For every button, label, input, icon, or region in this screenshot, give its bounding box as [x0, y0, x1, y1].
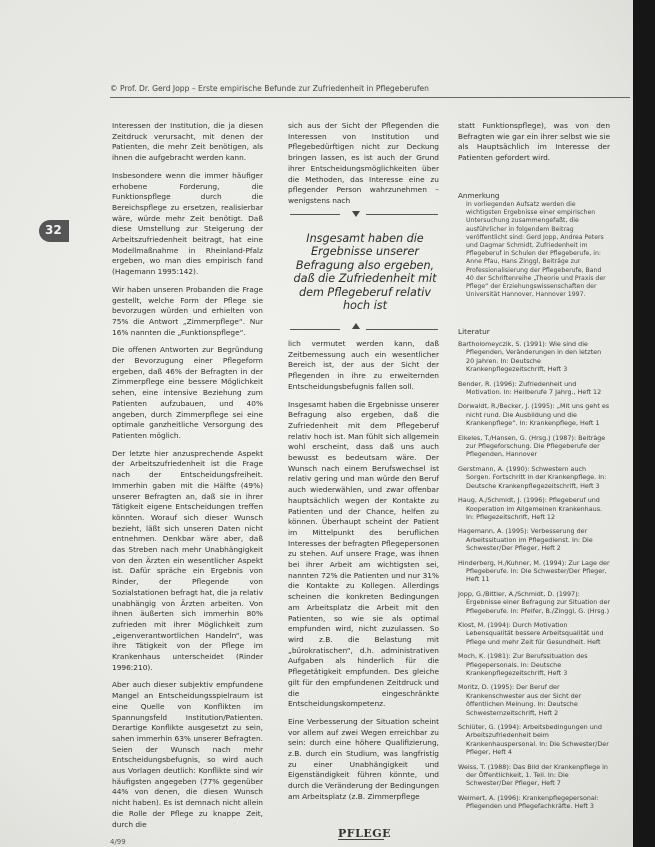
- triangle-up-icon: [352, 323, 360, 329]
- running-header: © Prof. Dr. Gerd Jopp – Erste empirische Befunde zur Zufriedenheit in Pflegeberufen: [110, 84, 429, 93]
- reference-item: Weimert, A. (1996): Krankenpflegepersonal: Pflegenden und Pflegefachkräfte. Heft 3: [458, 793, 599, 811]
- note-heading: Anmerkung: [458, 191, 500, 200]
- reference-item: Jopp, G./Bittler, A./Schmidt, D. (1997): Ergebnisse einer Befragung zur Situation der Pflegeberufe. In: Pfeifer, B./Zinggl, G. (Hrsg.): [458, 589, 611, 615]
- reference-item: Dorwaldt, R./Becker, J. (1995): „Mit uns geht es nicht rund. Die Ausbildung und die Krankenpflege“. In: Krankenpflege, Heft 1: [458, 402, 610, 428]
- reference-item: Hagemann, A. (1995): Verbesserung der Arbeitssituation im Pflegedienst. In: Die Schwester/Der Pfleger, Heft 2: [458, 527, 593, 553]
- reference-item: Elkeles, T./Hansen, G. (Hrsg.) (1987): Beiträge zur Pflegeforschung. Die Pflegeberufe der Pflegenden, Hannover: [458, 433, 606, 459]
- paragraph: lich vermutet werden kann, daß Zeitbemessung auch ein wesentlicher Bereich ist, der aus der Sicht der Pflegenden in ihre zu erweiternden Entscheidungsbefugnis fallen soll.: [288, 339, 439, 391]
- paragraph: Insbesondere wenn die immer häufiger erhobene Forderung, die Funktionspflege durch die Bereichspflege zu ersetzen, realisierbar wäre, würde mehr Zeit benötigt. Daß diese Umstellung zur Steigerung der Arbeitszufriedenheit beitragt, hat eine Modellmaßnahme in Rheinland-Pfalz ergeben, wo man dies empirisch fand (Hagemann 1995:142).: [112, 170, 263, 277]
- paragraph: Aber auch dieser subjektiv empfundene Mangel an Entscheidungsspielraum ist eine Quelle von Konflikten im Spannungsfeld Institution/Patienten. Derartige Konflikte ausgesetzt zu sein, sahen immerhin 63% unserer Befragten. Seien der Wunsch nach mehr Entscheidungsbefugnis, so wird auch aus Vorlagen deutlich: Konflikte sind wir häufigsten angegeben (77% gegenüber 44% von denen, die diesen Wunsch nicht haben). Es ist demnach nicht allein die Rolle der Pflege zu knappe Zeit, durch die: [112, 680, 263, 829]
- reference-item: Schlüter, G. (1994): Arbeitsbedingungen und Arbeitszufriedenheit beim Krankenhauspersonal. In: Die Schwester/Der Pfleger, Heft 4: [458, 723, 609, 757]
- header-rule: [110, 97, 630, 98]
- reference-item: Klost, M. (1994): Durch Motivation Lebensqualität bessere Arbeitsqualität und Pflege und mehr Zeit für Gesundheit. Heft: [458, 620, 604, 646]
- pull-quote: Insgesamt haben die Ergebnisse unserer Befragung also ergeben, daß die Zufriedenheit mit dem Pflegeberuf relativ hoch ist: [293, 232, 437, 313]
- paragraph: Insgesamt haben die Ergebnisse unserer Befragung also ergeben, daß die Zufriedenheit mit dem Pflegeberuf relativ hoch ist. Man fühlt sich allgemein wohl erscheint, dass daß uns auch bewusst es bedeutsam wäre. Der Wunsch nach einem Berufswechsel ist relativ gering und man würde den Beruf auch wiederwählen, und zwar offenbar hauptsächlich wegen der Kontakte zu Patienten und der Chance, helfen zu können. Überhaupt scheint der Patient im Mittelpunkt des beruflichen Interesses der befragten Pflegepersonen zu stehen. Auf unsere Frage, was ihnen bei ihrer Arbeit am wichtigsten sei, nannten 72% die Patienten und nur 31% die Kontakte zu Kollegen. Allerdings scheinen die konkreten Bedingungen am Arbeitsplatz die Arbeit mit den Patienten, so wie sie als optimal empfunden wird, nicht zuzulassen. So wird z.B. die Belastung mit „bürokratischen“, d.h. administrativen Aufgaben als hinderlich für die Pflegetätigkeit empfunden. Des gleiche gilt für den empfundenen Zeitdruck und die eingeschränkte Entscheidungskompetenz.: [288, 399, 439, 709]
- reference-item: Haug, A./Schmidt, J. (1996): Pflegeberuf und Kooperation im Allgemeinen Krankenhaus. In: Pflegezeitschrift, Heft 12: [458, 496, 603, 521]
- reference-item: Weiss, T. (1988): Das Bild der Krankenpflege in der Öffentlichkeit, 1. Teil. In: Die Schwester/Der Pfleger, Heft 7: [458, 762, 608, 788]
- column-2: [288, 339, 439, 824]
- paragraph: statt Funktionspflege), was von den Befragten wie gar ein ihrer selbst wie sie als Hauptsächlich im Interesse der Patienten gefordert wird.: [458, 121, 610, 163]
- paragraph: Der letzte hier anzusprechende Aspekt der Arbeitszufriedenheit ist die Frage nach der Entscheidungsfreiheit. Immerhin gaben mit die Hälfte (49%) unserer Befragten an, daß sie in ihrer Tätigkeit eigene Entscheidungen treffen könnten. Worauf sich dieser Wunsch bezieht, läßt sich unseren Daten nicht entnehmen. Denkbar wäre aber, daß das Streben nach mehr Unabhängigkeit von den Ärzten ein wesentlicher Aspekt ist. Dafür spräche ein Ergebnis von Rinder, der Pflegende von Sozialstationen befragt hat, die ja relativ unabhängig von Ärzten arbeiten. Von ihnen äußerten sich immerhin 80% zufrieden mit ihrer Möglichkeit zum „eigenverantwortlichen Handeln“, was ihre Tätigkeit von der Pflege im Krankenhaus unterscheidet (Rinder 1996:210).: [112, 448, 263, 672]
- footer-rule: [338, 839, 384, 840]
- reference-list: [458, 340, 610, 825]
- paragraph: Die offenen Antworten zur Begründung der Bevorzugung einer Pflegeform ergeben, daß 46% der Befragten in der Zimmerpflege eine bessere Möglichkeit sehen, eine intensive Beziehung zum Patienten aufzubauen, und 40% angeben, durch Zimmerpflege sei eine optimale ganzheitliche Versorgung des Patienten möglich.: [112, 345, 263, 440]
- triangle-down-icon: [352, 211, 360, 217]
- reference-item: Bartholomeyczik, S. (1991): Wie sind die Pflegenden, Veränderungen in den letzten 20 Jahren. In: Deutsche Krankenpflegezeitschrift, Heft 3: [458, 340, 602, 374]
- reference-item: Gerstmann, A. (1990): Schwestern auch Sorgen. Fortschritt in der Krankenpflege. In: Deutsche Krankenpflegezeitschrift, Heft 3: [458, 464, 607, 490]
- reference-item: Moritz, D. (1995): Der Beruf der Krankenschwester aus der Sicht der öffentlichen Meinung. In: Deutsche Schwesternzeitschrift, Heft 2: [458, 683, 582, 717]
- quote-rule-bottom-left: [290, 329, 340, 330]
- column-3-top: [458, 121, 610, 169]
- paragraph: Interessen der Institution, die ja diesen Zeitdruck verursacht, mit denen der Patienten, die mehr Zeit benötigen, als ihnen die aufgebracht werden kann.: [112, 121, 263, 163]
- literature-heading: Literatur: [458, 327, 490, 336]
- quote-rule-bottom-right: [366, 329, 438, 330]
- journal-logo: PFLEGE: [338, 827, 391, 840]
- quote-rule-top-right: [366, 214, 438, 215]
- note-text: In vorliegenden Aufsatz werden die wichtigsten Ergebnisse einer empirischen Untersuchung zusammengefaßt, die ausführlicher in folgendem Beitrag veröffentlicht sind: Gerd Jopp, Andrea Peters und Dagmar Schmidt, Zufriedenheit im Pflegeberuf in Schulen der Pflegeberufe, in: Anne Pfau, Hans Zinggl, Beiträge zur Professionalisierung der Pflegeberufe, Band 40 der Schriftenreihe „Theorie und Praxis der Pflege“ der Erziehungswissenschaften der Universität Hannover, Hannover 1997.: [466, 201, 606, 299]
- scan-edge-bar: [633, 0, 655, 847]
- paragraph: Wir haben unseren Probanden die Frage gestellt, welche Form der Pflege sie bevorzugen würden und erhielten von 75% die Antwort „Zimmerpflege“. Nur 16% nannten die „Funktionspflege“.: [112, 284, 263, 337]
- reference-item: Hinderberg, H./Kuhner, M. (1994): Zur Lage der Pflegeberufe. In: Die Schwester/Der Pfleger, Heft 11: [458, 558, 610, 584]
- page-number: 32: [45, 223, 62, 237]
- quote-rule-top-left: [290, 214, 340, 215]
- reference-item: Moch, K. (1981): Zur Berufssituation des Pflegepersonals. In: Deutsche Krankenpflegezeitschrift, Heft 3: [458, 652, 588, 677]
- paragraph: Eine Verbesserung der Situation scheint vor allem auf zwei Wegen erreichbar zu sein: durch eine höhere Qualifizierung, z.B. durch ein Studium, was langfristig zu einer Unabhängigkeit und Eigenständigkeit führen könnte, und durch die Veränderung der Bedingungen am Arbeitsplatz (z.B. Zimmerpflege: [288, 716, 439, 801]
- column-1: [112, 121, 263, 829]
- paragraph: sich aus der Sicht der Pflegenden die Interessen von Institution und Pflegebedürftigen nicht zur Deckung bringen lassen, es ist auch der Grund ihrer Entscheidungsmöglichkeiten über die Methoden, das Interesse eine zu pflegender Person wahrzunehmen – wenigstens nach: [288, 121, 439, 205]
- column-2-top: [288, 121, 439, 211]
- folio: 4/99: [110, 838, 126, 846]
- reference-item: Bender, R. (1996): Zufriedenheit und Motivation. In: Heilberufe 7 Jahrg., Heft 12: [458, 379, 602, 397]
